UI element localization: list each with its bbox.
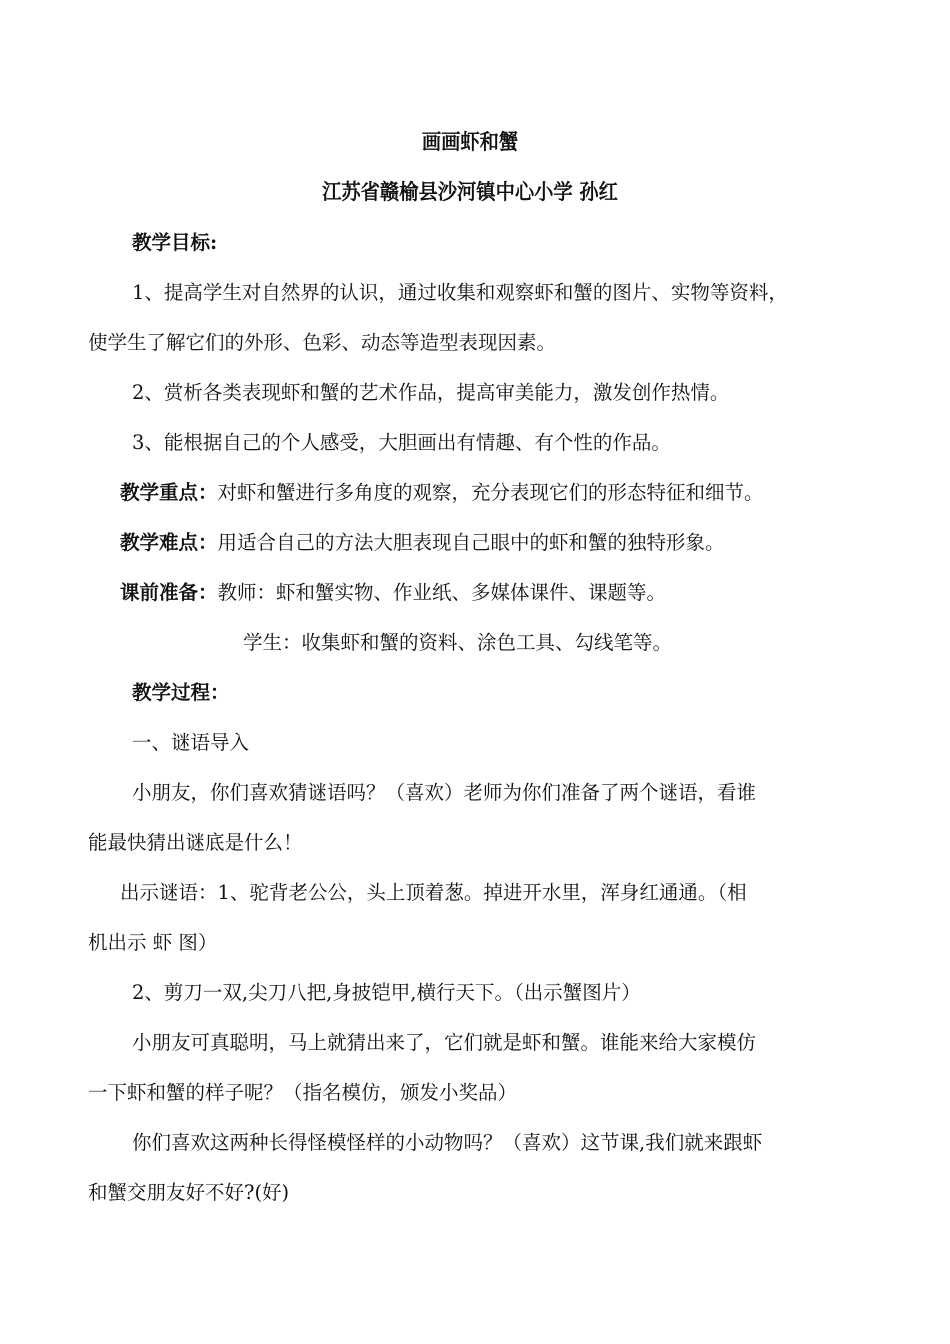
objective-1-line-2: 使学生了解它们的外形、色彩、动态等造型表现因素。: [88, 331, 557, 354]
paragraph-1-line-1: 小朋友，你们喜欢猜谜语吗？（喜欢）老师为你们准备了两个谜语，看谁: [132, 781, 757, 804]
key-point-label: 教学重点：: [120, 481, 218, 504]
objective-3: 3、能根据自己的个人感受，大胆画出有情趣、有个性的作品。: [132, 431, 671, 454]
objective-2: 2、赏析各类表现虾和蟹的艺术作品，提高审美能力，激发创作热情。: [132, 381, 730, 404]
paragraph-1-line-2: 能最快猜出谜底是什么！: [88, 831, 303, 854]
document-title: 画画虾和蟹: [421, 129, 519, 154]
key-point-text: 对虾和蟹进行多角度的观察，充分表现它们的形态特征和细节。: [217, 481, 764, 504]
section-1-heading: 一、谜语导入: [132, 731, 250, 754]
objective-1-line-1: 1、提高学生对自然界的认识，通过收集和观察虾和蟹的图片、实物等资料，: [132, 281, 788, 304]
author-line: 江苏省赣榆县沙河镇中心小学 孙红: [322, 179, 618, 204]
paragraph-3: 2、剪刀一双,尖刀八把,身披铠甲,横行天下。（出示蟹图片）: [132, 981, 641, 1004]
preparation-student: 学生：收集虾和蟹的资料、涂色工具、勾线笔等。: [243, 631, 673, 654]
paragraph-5-line-1: 你们喜欢这两种长得怪模怪样的小动物吗？（喜欢）这节课,我们就来跟虾: [132, 1131, 763, 1154]
paragraph-5-line-2: 和蟹交朋友好不好?(好): [88, 1181, 290, 1204]
difficulty-label: 教学难点：: [120, 531, 218, 554]
preparation-label: 课前准备：: [120, 581, 218, 604]
paragraph-4-line-2: 一下虾和蟹的样子呢？（指名模仿，颁发小奖品）: [88, 1081, 518, 1104]
preparation: [120, 580, 666, 606]
process-heading: 教学过程：: [132, 681, 230, 704]
difficulty: [120, 530, 725, 556]
objectives-heading: 教学目标:: [132, 231, 218, 254]
paragraph-4-line-1: 小朋友可真聪明，马上就猜出来了，它们就是虾和蟹。谁能来给大家模仿: [132, 1031, 757, 1054]
preparation-teacher: 教师：虾和蟹实物、作业纸、多媒体课件、课题等。: [217, 581, 667, 604]
difficulty-text: 用适合自己的方法大胆表现自己眼中的虾和蟹的独特形象。: [217, 531, 725, 554]
paragraph-2-line-1: 出示谜语：1、驼背老公公，头上顶着葱。掉进开水里，浑身红通通。（相: [120, 881, 747, 904]
key-point: [120, 480, 764, 506]
paragraph-2-line-2: 机出示 虾 图）: [88, 931, 218, 954]
